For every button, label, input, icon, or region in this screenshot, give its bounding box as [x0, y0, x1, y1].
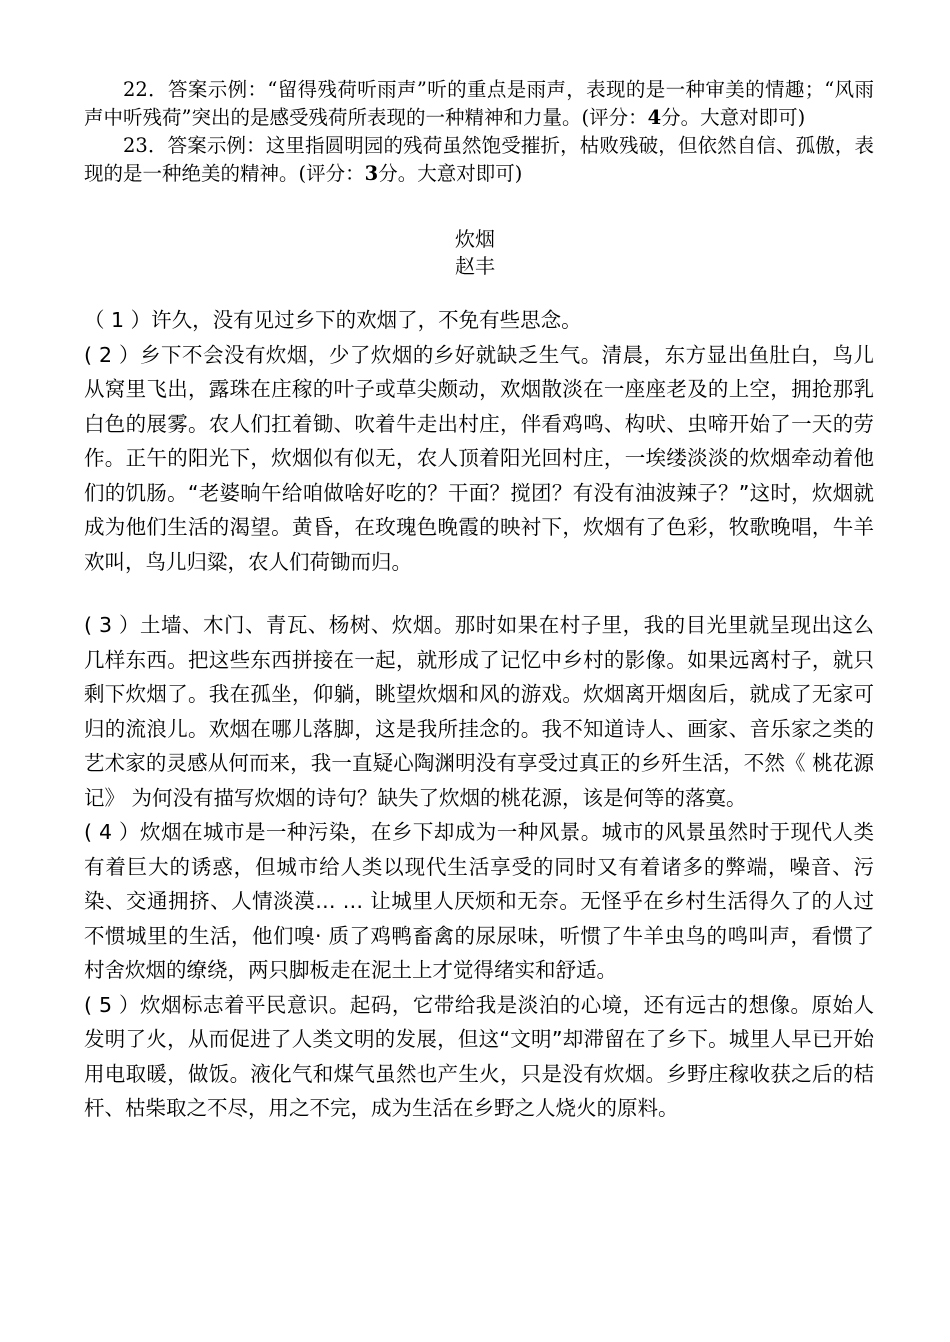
essay-body	[84, 303, 874, 1126]
answer-text-end: 分。大意对即可)	[661, 106, 806, 129]
essay-paragraph-3: ( 3 ）土墙、木门、青瓦、杨树、炊烟。那时如果在村子里，我的目光里就呈现出这么几样东西。把这些东西拼接在一起，就形成了记忆中乡村的影像。如果远离村子，就只剩下炊烟了。我在孤坐，仰躺，眺望炊烟和风的游戏。炊烟离开烟囱后，就成了无家可归的流浪儿。欢烟在哪儿落脚，这是我所挂念的。我不知道诗人、画家、音乐家之类的艺术家的灵感从何而来，我一直疑心陶渊明没有享受过真正的乡歼生活，不然《 桃花源记》 为何没有描写炊烟的诗句？缺失了炊烟的桃花源，该是何等的落寞。	[84, 613, 874, 810]
answer-section	[84, 76, 874, 188]
answer-score: 3	[364, 162, 379, 185]
answer-text: 23．答案示例：这里指圆明园的残荷虽然饱受摧折，枯败残破，但依然自信、孤傲，表现的是一种绝美的精神。(评分：	[84, 134, 874, 185]
answer-text-end: 分。大意对即可)	[378, 162, 523, 185]
essay-heading	[0, 226, 950, 280]
answer-22	[84, 76, 874, 132]
essay-paragraph-1: （ 1 ）许久，没有见过乡下的欢烟了，不免有些思念。	[84, 308, 582, 332]
essay-title: 炊烟	[455, 227, 495, 251]
answer-23	[84, 132, 874, 188]
answer-text: 22．答案示例：“留得残荷听雨声”听的重点是雨声，表现的是一种审美的情趣；“风雨声中听残荷”突出的是感受残荷所表现的一种精神和力量。(评分：	[84, 78, 874, 129]
answer-score: 4	[647, 106, 662, 129]
essay-paragraph-2: ( 2 ）乡下不会没有炊烟，少了炊烟的乡好就缺乏生气。清晨，东方显出鱼肚白，鸟儿从窝里飞出，露珠在庄稼的叶子或草尖颇动，欢烟散淡在一座座老及的上空，拥抢那乳白色的展雾。农人们扛着锄、吹着牛走出村庄，伴看鸡鸣、构吠、虫啼开始了一天的劳作。正午的阳光下，炊烟似有似无，农人顶着阳光回村庄，一埃缕淡淡的炊烟牵动着他们的饥肠。“老婆晌午给咱做啥好吃的？干面？搅团？有没有油波辣子？”这时，炊烟就成为他们生活的渴望。黄昏，在玫瑰色晚霞的映衬下，炊烟有了色彩，牧歌晚唱，牛羊欢叫，鸟儿归粱，农人们荷锄而归。	[84, 342, 874, 574]
essay-paragraph-4: ( 4 ）炊烟在城市是一种污染，在乡下却成为一种风景。城市的风景虽然时于现代人类有着巨大的诱惑，但城市给人类以现代生活享受的同时又有着诸多的弊端，噪音、污染、交通拥挤、人情淡漠… … 让城里人厌烦和无奈。无怪乎在乡村生活得久了的人过不惯城里的生活，他们嗅· 质了鸡鸭畜禽的尿尿味，听惯了牛羊虫鸟的鸣叫声，看惯了村舍炊烟的缭绕，两只脚板走在泥土上才觉得绪实和舒适。	[84, 820, 874, 982]
essay-author: 赵丰	[455, 254, 495, 278]
essay-paragraph-5: ( 5 ）炊烟标志着平民意识。起码，它带给我是淡泊的心境，还有远古的想像。原始人发明了火，从而促进了人类文明的发展，但这“文明”却滞留在了乡下。城里人早已开始用电取暖，做饭。液化气和煤气虽然也产生火，只是没有炊烟。乡野庄稼收获之后的桔杆、枯柴取之不尽，用之不完，成为生活在乡野之人烧火的原料。	[84, 992, 874, 1120]
